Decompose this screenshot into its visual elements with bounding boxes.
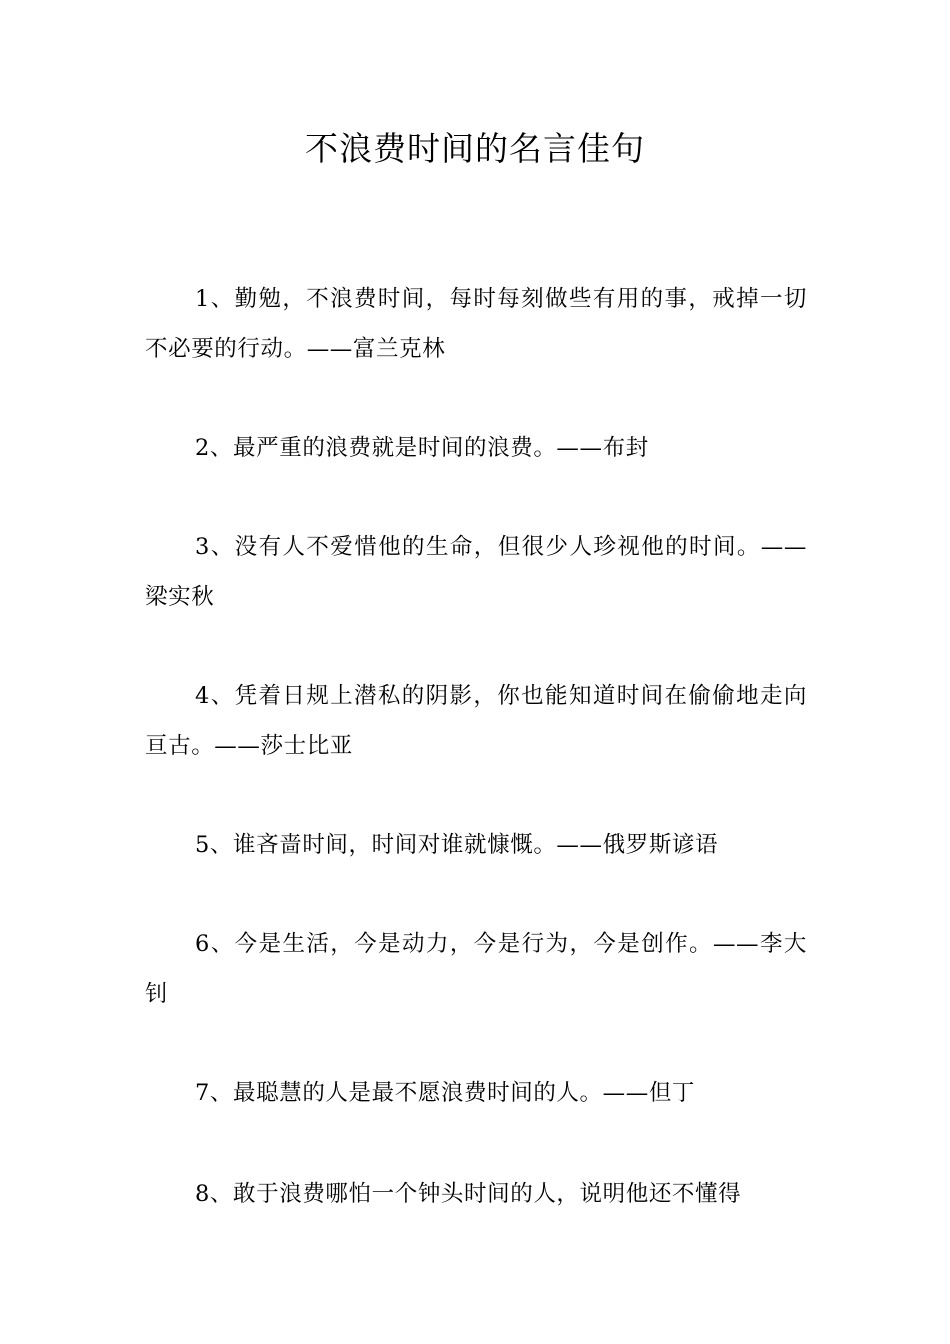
- quote-paragraph: 7、最聪慧的人是最不愿浪费时间的人。——但丁: [195, 1080, 696, 1106]
- quote-paragraph: 1、勤勉，不浪费时间，每时每刻做些有用的事，戒掉一切不必要的行动。——富兰克林: [145, 286, 807, 362]
- quote-paragraph: 3、没有人不爱惜他的生命，但很少人珍视他的时间。——梁实秋: [145, 534, 807, 610]
- quote-paragraph: 5、谁吝啬时间，时间对谁就慷慨。——俄罗斯谚语: [195, 832, 719, 858]
- quote-paragraph: 8、敢于浪费哪怕一个钟头时间的人，说明他还不懂得: [195, 1181, 742, 1207]
- quote-paragraph: 6、今是生活，今是动力，今是行为，今是创作。——李大钊: [145, 931, 807, 1007]
- quote-paragraph: 2、最严重的浪费就是时间的浪费。——布封: [195, 435, 649, 461]
- document-title: 不浪费时间的名言佳句: [305, 129, 645, 168]
- quote-paragraph: 4、凭着日规上潜私的阴影，你也能知道时间在偷偷地走向亘古。——莎士比亚: [145, 683, 807, 759]
